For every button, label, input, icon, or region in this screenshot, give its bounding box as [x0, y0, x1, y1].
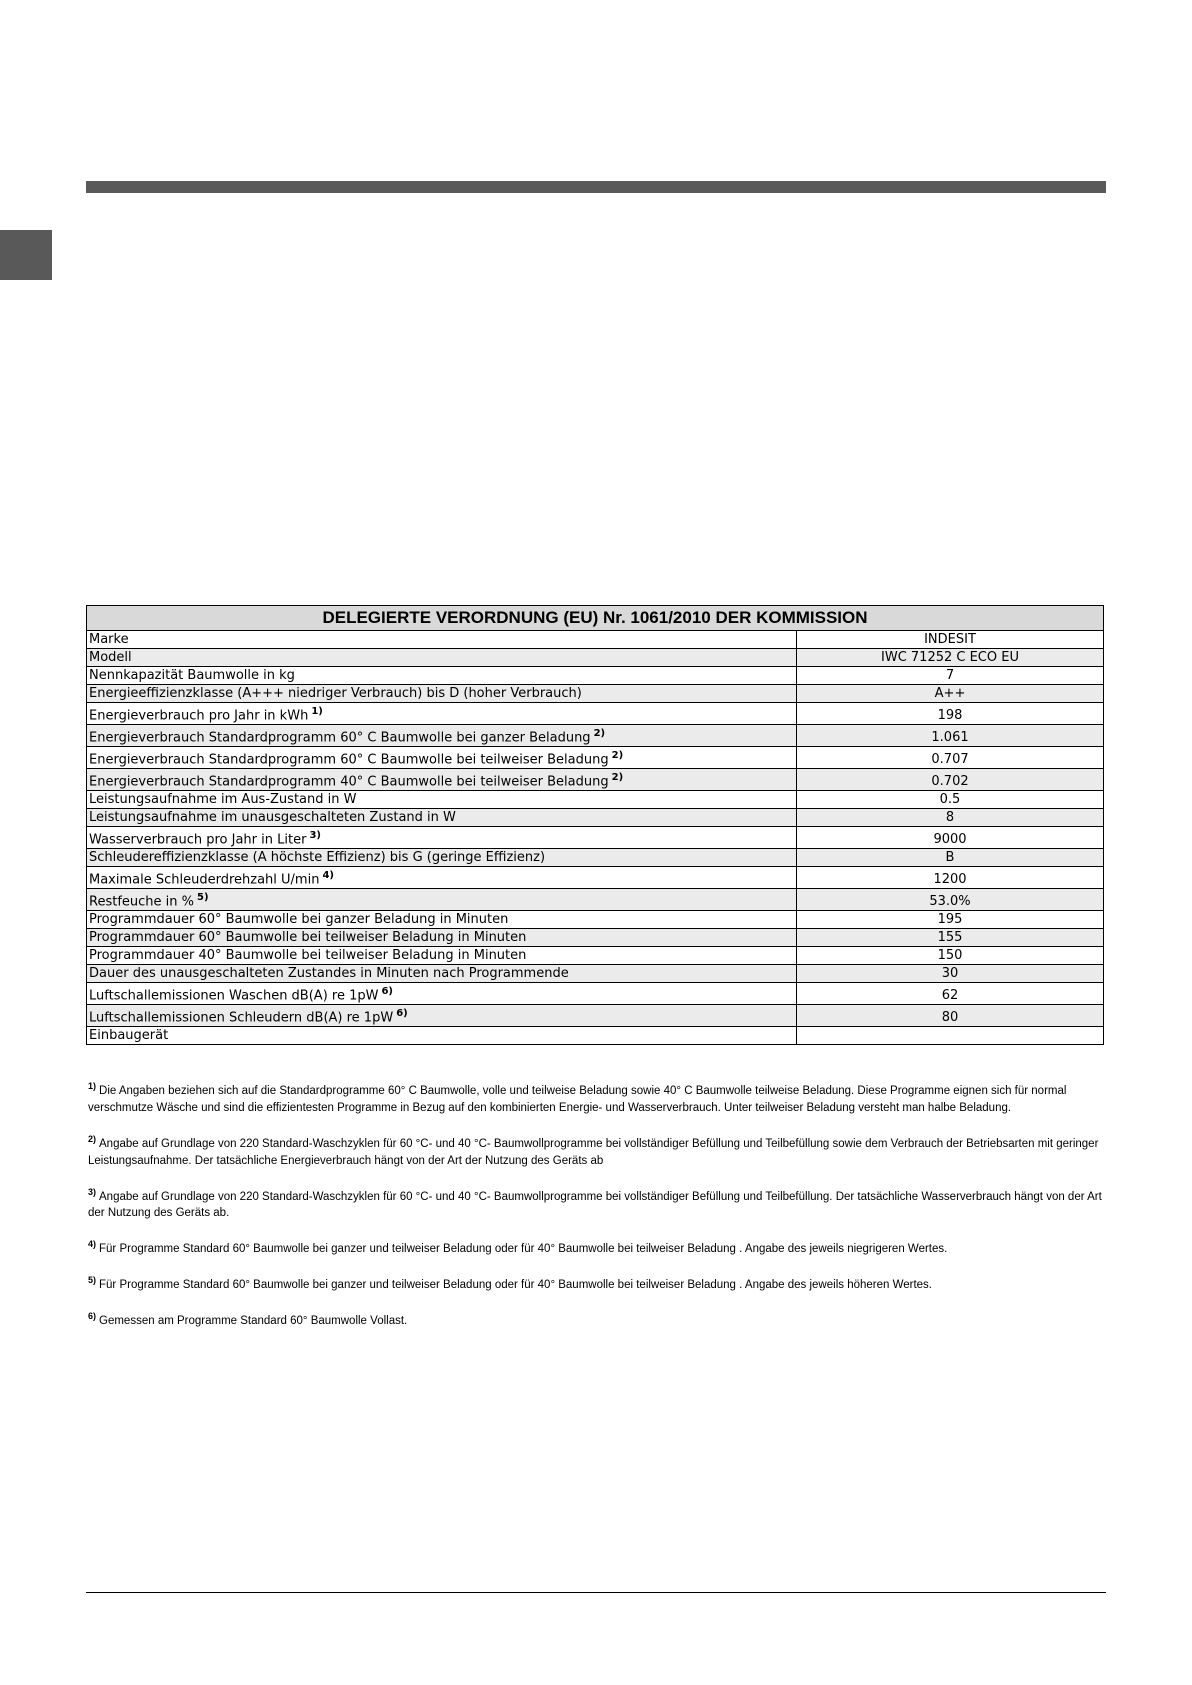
footnote: [88, 1308, 1103, 1330]
footnote-text: Angabe auf Grundlage von 220 Standard-Waschzyklen für 60 °C- und 40 °C- Baumwollprogramme bei vollständiger Befüllung und Teilbefüllung. Der tatsächliche Wasserverbrauch hängt von der Art der Nutzung des Geräts ab.: [88, 1190, 1102, 1220]
footnote-ref: 2): [593, 727, 606, 739]
row-label: Dauer des unausgeschalteten Zustandes in Minuten nach Programmende: [89, 966, 569, 981]
footnote-ref: 5): [196, 891, 209, 903]
row-value: 7: [797, 667, 1104, 685]
row-value: 53.0%: [797, 889, 1104, 911]
row-label-cell: [87, 649, 797, 667]
footnote-ref: 6): [396, 1007, 408, 1019]
table-row: [87, 809, 1104, 827]
row-label: Nennkapazität Baumwolle in kg: [89, 668, 295, 683]
footnote-mark: 1): [88, 1081, 97, 1091]
table-row: [87, 649, 1104, 667]
footnote: [88, 1236, 1103, 1258]
footnote-mark: 6): [88, 1311, 97, 1322]
footnote-ref: 4): [322, 869, 334, 881]
table-row: [87, 747, 1104, 769]
row-label: Luftschallemissionen Waschen dB(A) re 1pW: [89, 988, 379, 1003]
table-row: [87, 703, 1104, 725]
row-label: Leistungsaufnahme im unausgeschalteten Zustand in W: [89, 810, 456, 825]
row-label-cell: [87, 849, 797, 867]
row-label: Leistungsaufnahme im Aus-Zustand in W: [89, 792, 357, 807]
spec-table: [86, 605, 1104, 1045]
row-label-cell: [87, 1005, 797, 1027]
footnote-mark: 5): [88, 1275, 97, 1286]
row-label-cell: [87, 747, 797, 769]
table-row: [87, 1005, 1104, 1027]
row-label-cell: [87, 769, 797, 791]
row-label: Marke: [89, 632, 129, 647]
table-row: [87, 849, 1104, 867]
footnote: [88, 1184, 1103, 1223]
row-label-cell: [87, 631, 797, 649]
row-label: Energieverbrauch Standardprogramm 40° C Baumwolle bei teilweiser Beladung: [89, 774, 609, 789]
footnote: [88, 1078, 1103, 1117]
row-value: 62: [797, 983, 1104, 1005]
footnote-ref: 6): [381, 985, 393, 997]
row-value: 8: [797, 809, 1104, 827]
row-label-cell: [87, 889, 797, 911]
row-label: Energieeffizienzklasse (A+++ niedriger Verbrauch) bis D (hoher Verbrauch): [89, 686, 582, 701]
footnote-ref: 3): [309, 829, 321, 841]
row-label-cell: [87, 911, 797, 929]
row-label-cell: [87, 867, 797, 889]
row-label-cell: [87, 703, 797, 725]
table-row: [87, 965, 1104, 983]
row-label: Programmdauer 60° Baumwolle bei ganzer Beladung in Minuten: [89, 912, 509, 927]
row-label-cell: [87, 965, 797, 983]
table-row: [87, 769, 1104, 791]
table-row: [87, 685, 1104, 703]
row-label: Programmdauer 60° Baumwolle bei teilweiser Beladung in Minuten: [89, 930, 527, 945]
table-row: [87, 983, 1104, 1005]
table-row: [87, 867, 1104, 889]
row-value: 0.5: [797, 791, 1104, 809]
table-row: [87, 791, 1104, 809]
row-label: Modell: [89, 650, 132, 665]
footnote-text: Für Programme Standard 60° Baumwolle bei ganzer und teilweiser Beladung oder für 40° Baumwolle bei teilweiser Beladung . Angabe des jeweils niegrigeren Wertes.: [99, 1243, 948, 1256]
table-row: [87, 827, 1104, 849]
table-row: [87, 889, 1104, 911]
row-label-cell: [87, 983, 797, 1005]
footnote-text: Angabe auf Grundlage von 220 Standard-Waschzyklen für 60 °C- und 40 °C- Baumwollprogramme bei vollständiger Befüllung und Teilbefüllung sowie dem Verbrauch der Betriebsarten mit geringer Leistungsaufnahme. Der tatsächliche Energieverbrauch hängt von der Art der Nutzung des Geräts ab: [88, 1137, 1099, 1167]
row-label: Luftschallemissionen Schleudern dB(A) re 1pW: [89, 1010, 394, 1025]
row-label: Restfeuche in %: [89, 894, 194, 909]
row-label-cell: [87, 1027, 797, 1045]
table-title: DELEGIERTE VERORDNUNG (EU) Nr. 1061/2010 DER KOMMISSION: [87, 606, 1104, 631]
row-label-cell: [87, 685, 797, 703]
footnote-text: Gemessen am Programme Standard 60° Baumwolle Vollast.: [99, 1314, 408, 1327]
footnotes: [88, 1078, 1103, 1344]
header-rule: [86, 181, 1106, 193]
row-label: Programmdauer 40° Baumwolle bei teilweiser Beladung in Minuten: [89, 948, 527, 963]
row-value: INDESIT: [797, 631, 1104, 649]
row-label-cell: [87, 929, 797, 947]
footnote-mark: 4): [88, 1239, 97, 1250]
table-row: [87, 929, 1104, 947]
footnote: [88, 1131, 1103, 1170]
footer-rule: [86, 1592, 1106, 1593]
footnote-ref: 2): [611, 749, 624, 761]
row-value: 1.061: [797, 725, 1104, 747]
row-value: 80: [797, 1005, 1104, 1027]
table-row: [87, 631, 1104, 649]
row-value: IWC 71252 C ECO EU: [797, 649, 1104, 667]
footnote-mark: 3): [88, 1186, 97, 1197]
row-value: A++: [797, 685, 1104, 703]
section-tab-marker: [0, 230, 52, 280]
row-label-cell: [87, 791, 797, 809]
table-row: [87, 911, 1104, 929]
row-label: Maximale Schleuderdrehzahl U/min: [89, 872, 320, 887]
row-label-cell: [87, 809, 797, 827]
footnote-ref: 2): [611, 771, 624, 783]
footnote-text: Die Angaben beziehen sich auf die Standardprogramme 60° C Baumwolle, volle und teilweise Beladung sowie 40° C Baumwolle teilweise Beladung. Diese Programme eignen sich für normal verschmutze Wäsche und sind die effizientesten Programme in Bezug auf den kombinierten Energie- und Wasserverbrauch. Unter teilweiser Beladung versteht man halbe Beladung.: [88, 1084, 1067, 1114]
footnote-mark: 2): [88, 1133, 97, 1144]
footnote-text: Für Programme Standard 60° Baumwolle bei ganzer und teilweiser Beladung oder für 40° Baumwolle bei teilweiser Beladung . Angabe des jeweils höheren Wertes.: [99, 1279, 932, 1292]
row-label: Einbaugerät: [89, 1028, 169, 1043]
row-value: 1200: [797, 867, 1104, 889]
row-label-cell: [87, 725, 797, 747]
row-value: 30: [797, 965, 1104, 983]
row-label: Schleudereffizienzklasse (A höchste Effizienz) bis G (geringe Effizienz): [89, 850, 546, 865]
footnote: [88, 1272, 1103, 1294]
row-value: 150: [797, 947, 1104, 965]
table-row: [87, 1027, 1104, 1045]
row-label: Wasserverbrauch pro Jahr in Liter: [89, 832, 307, 847]
row-value: 195: [797, 911, 1104, 929]
row-label: Energieverbrauch pro Jahr in kWh: [89, 708, 309, 723]
row-label: Energieverbrauch Standardprogramm 60° C Baumwolle bei ganzer Beladung: [89, 730, 591, 745]
row-label: Energieverbrauch Standardprogramm 60° C Baumwolle bei teilweiser Beladung: [89, 752, 609, 767]
row-value: 0.702: [797, 769, 1104, 791]
row-label-cell: [87, 827, 797, 849]
row-value: [797, 1027, 1104, 1045]
row-value: 155: [797, 929, 1104, 947]
row-value: B: [797, 849, 1104, 867]
row-value: 0.707: [797, 747, 1104, 769]
table-row: [87, 725, 1104, 747]
row-value: 9000: [797, 827, 1104, 849]
table-row: [87, 947, 1104, 965]
row-label-cell: [87, 947, 797, 965]
footnote-ref: 1): [311, 705, 323, 717]
table-row: [87, 667, 1104, 685]
row-value: 198: [797, 703, 1104, 725]
row-label-cell: [87, 667, 797, 685]
